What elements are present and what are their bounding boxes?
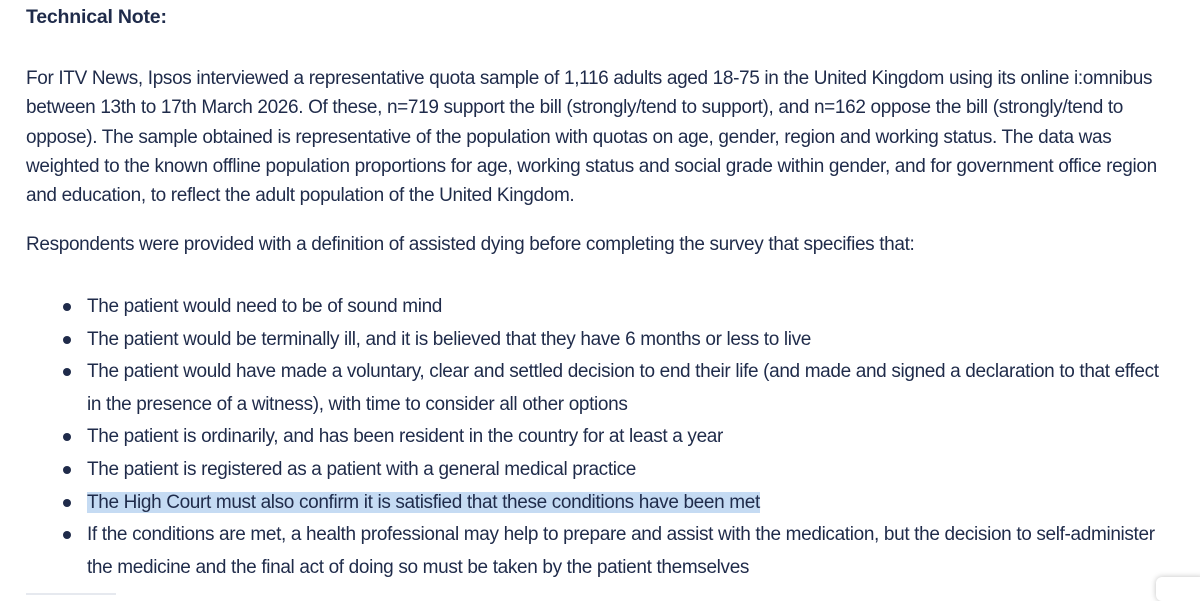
list-item-text: If the conditions are met, a health professional may help to prepare and assist with the medication, but the decision to self-administer the medicine and the final act of doing so must be taken by the patient themselves	[87, 524, 1155, 578]
definition-intro-paragraph: Respondents were provided with a definition of assisted dying before completing the survey that specifies that:	[26, 234, 915, 255]
corner-floating-widget[interactable]	[1156, 577, 1200, 601]
highlighted-selection-text[interactable]: The High Court must also confirm it is satisfied that these conditions have been met	[87, 491, 760, 513]
bullet-dot-icon	[63, 466, 71, 474]
list-item-text: The patient is registered as a patient with a general medical practice	[87, 458, 636, 480]
bullet-dot-icon	[63, 336, 71, 344]
list-item	[26, 356, 1176, 421]
list-item-highlighted	[26, 487, 1176, 520]
bullet-dot-icon	[63, 531, 71, 539]
list-item	[26, 519, 1176, 584]
list-item-text: The patient would be terminally ill, and it is believed that they have 6 months or less to live	[87, 328, 811, 350]
bullet-dot-icon	[63, 303, 71, 311]
list-item	[26, 291, 1176, 324]
list-item	[26, 454, 1176, 487]
bullet-dot-icon	[63, 499, 71, 507]
bullet-dot-icon	[63, 368, 71, 376]
technical-note-heading: Technical Note:	[26, 6, 167, 28]
list-item-text: The patient would have made a voluntary, clear and settled decision to end their life (and made and signed a declaration to that effect in the presence of a witness), with time to consider all other options	[87, 361, 1159, 415]
methodology-paragraph: For ITV News, Ipsos interviewed a representative quota sample of 1,116 adults aged 18-75 in the United Kingdom using its online i:omnibus between 13th to 17th March 2026. Of these, n=719 support the bill (strongly/tend to support), and n=162 oppose the bill (strongly/tend to oppose). The sample obtained is representative of the population with quotas on age, gender, region and working status. The data was weighted to the known offline population proportions for age, working status and social grade within gender, and for government office region and education, to reflect the adult population of the United Kingdom.	[26, 68, 1157, 207]
list-item	[26, 324, 1176, 357]
list-item-text: The patient is ordinarily, and has been resident in the country for at least a year	[87, 426, 723, 448]
list-item	[26, 421, 1176, 454]
definition-criteria-list	[26, 291, 1176, 584]
list-item-text: The patient would need to be of sound mind	[87, 296, 443, 317]
bullet-dot-icon	[63, 433, 71, 441]
